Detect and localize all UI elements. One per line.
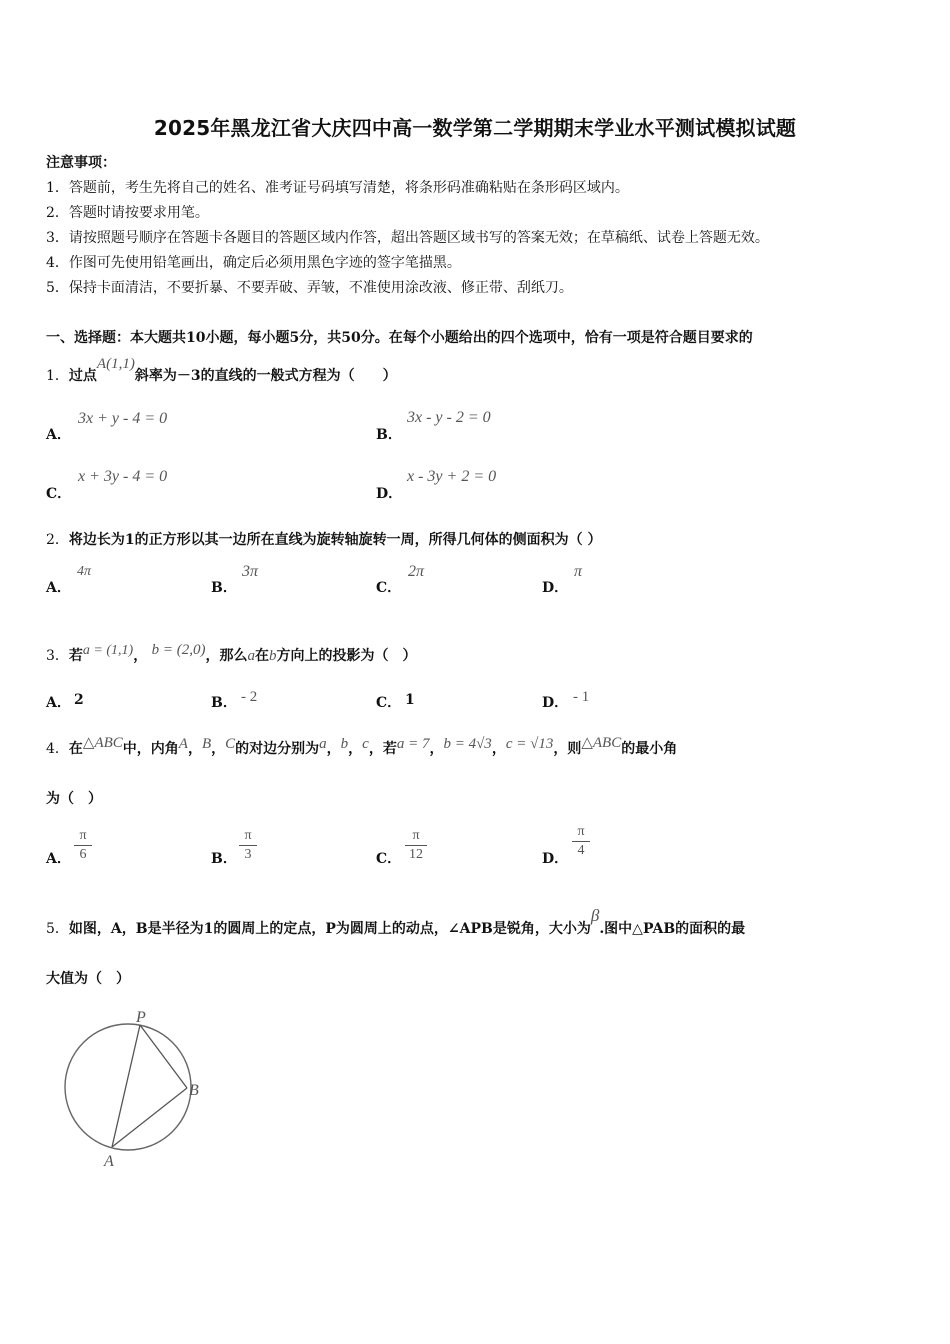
notice-heading: 注意事项：	[46, 155, 116, 171]
option-label-c[interactable]: C．	[376, 695, 402, 711]
option-d-math: π	[574, 563, 583, 580]
option-c-value: 1	[405, 692, 415, 708]
option-label-a[interactable]: A．	[46, 695, 71, 711]
circle-figure	[55, 1005, 215, 1175]
fraction-bar	[74, 845, 92, 846]
fraction-bar	[405, 845, 427, 846]
a-symbol: a	[247, 648, 256, 664]
question-text: ，	[187, 741, 202, 757]
option-b-value: - 2	[241, 689, 258, 705]
option-label-c[interactable]: C．	[376, 580, 402, 596]
question-text: 的最小角	[621, 741, 678, 757]
option-a-math: 4π	[77, 564, 92, 579]
question-text: 在	[68, 741, 83, 757]
question-text: 在	[255, 648, 270, 664]
option-d-math: x - 3y + 2 = 0	[407, 468, 497, 485]
option-d-fraction	[572, 824, 590, 859]
option-b-fraction	[239, 828, 257, 863]
option-label-d[interactable]: D．	[542, 851, 569, 867]
option-label-b[interactable]: B．	[211, 851, 237, 867]
option-c-fraction	[405, 828, 427, 863]
option-label-b[interactable]: B．	[376, 427, 402, 443]
fraction-numerator: π	[412, 828, 420, 843]
side-b-symbol: b	[340, 736, 349, 752]
triangle-abc-math: △ABC	[581, 735, 622, 751]
side-a-symbol: a	[319, 736, 327, 752]
option-a-math: 3x + y - 4 = 0	[78, 410, 168, 427]
point-a-math: A(1,1)	[96, 356, 135, 372]
notice-item: 1．答题前，考生先将自己的姓名、准考证号码填写清楚，将条形码准确粘贴在条形码区域内。	[46, 180, 629, 196]
fraction-denominator: 6	[79, 847, 87, 862]
option-label-c[interactable]: C．	[46, 486, 72, 502]
question-text: ，若	[368, 741, 397, 757]
question-3	[46, 642, 417, 665]
question-text: 中，内角	[122, 741, 179, 757]
angle-a-symbol: A	[178, 736, 188, 752]
question-text: ，那么	[205, 648, 248, 664]
question-text: 若	[68, 648, 83, 664]
notice-item: 2．答题时请按要求用笔。	[46, 205, 209, 221]
question-text: ，	[429, 741, 444, 757]
question-number: 3．	[46, 648, 69, 664]
b-symbol: b	[269, 648, 277, 664]
question-1	[46, 356, 397, 385]
fraction-numerator: π	[244, 828, 252, 843]
section-heading: 一、选择题：本大题共10小题，每小题5分，共50分。在每个小题给出的四个选项中，恰有一项是符合题目要求的	[46, 330, 753, 346]
vector-a-math: a = (1,1)	[82, 643, 134, 658]
question-number: 5．	[46, 921, 69, 937]
fraction-numerator: π	[577, 824, 585, 839]
option-a-fraction	[74, 828, 92, 863]
angle-b-symbol: B	[201, 736, 212, 752]
fraction-bar	[572, 841, 590, 842]
option-label-c[interactable]: C．	[376, 851, 402, 867]
option-label-b[interactable]: B．	[211, 695, 237, 711]
question-text: 的对边分别为	[235, 741, 320, 757]
question-2	[46, 529, 602, 549]
beta-symbol: β	[590, 906, 600, 925]
option-b-math: 3π	[242, 563, 259, 580]
option-c-math: 2π	[408, 563, 425, 580]
fraction-denominator: 3	[244, 847, 252, 862]
label-a: A	[104, 1153, 114, 1170]
fraction-numerator: π	[79, 828, 87, 843]
fraction-denominator: 12	[409, 847, 423, 862]
option-label-a[interactable]: A．	[46, 427, 71, 443]
question-number: 2．	[46, 532, 69, 548]
question-text: ，	[211, 741, 226, 757]
label-b: B	[189, 1082, 199, 1099]
question-text: 如图，A，B是半径为1的圆周上的定点，P为圆周上的动点，∠APB是锐角，大小为	[68, 921, 591, 937]
question-text: 将边长为1的正方形以其一边所在直线为旋转轴旋转一周，所得几何体的侧面积为（ ）	[68, 532, 602, 548]
option-label-b[interactable]: B．	[211, 580, 237, 596]
triangle-abc-math: △ABC	[82, 735, 123, 751]
question-text: 斜率为－3的直线的一般式方程为（ ）	[134, 368, 397, 384]
option-a-value: 2	[74, 692, 84, 708]
notice-item: 5．保持卡面清洁，不要折暴、不要弄破、弄皱，不准使用涂改液、修正带、刮纸刀。	[46, 280, 573, 296]
question-text: 过点	[68, 368, 97, 384]
option-label-d[interactable]: D．	[542, 695, 569, 711]
side-c-symbol: c	[362, 736, 369, 752]
question-number: 1．	[46, 368, 69, 384]
option-c-math: x + 3y - 4 = 0	[78, 468, 168, 485]
option-b-math: 3x - y - 2 = 0	[407, 409, 491, 426]
circle	[65, 1024, 191, 1150]
question-text: 为（ ）	[46, 791, 102, 807]
label-p: P	[136, 1009, 146, 1026]
notice-item: 4．作图可先使用铅笔画出，确定后必须用黑色字迹的签字笔描黑。	[46, 255, 461, 271]
page-title: 2025年黑龙江省大庆四中高一数学第二学期期末学业水平测试模拟试题	[153, 116, 797, 140]
question-text: 大值为（ ）	[46, 971, 130, 987]
side-a-value: a = 7	[396, 736, 430, 752]
question-4	[46, 735, 678, 758]
fraction-bar	[239, 845, 257, 846]
vector-b-math: b = (2,0)	[151, 642, 206, 658]
option-label-a[interactable]: A．	[46, 851, 71, 867]
question-text: ，则	[553, 741, 582, 757]
side-c-value: c = √13	[505, 736, 554, 752]
question-text: ，	[491, 741, 506, 757]
option-label-a[interactable]: A．	[46, 580, 71, 596]
fraction-denominator: 4	[577, 843, 585, 858]
question-text: ，	[326, 741, 341, 757]
angle-c-symbol: C	[225, 736, 236, 752]
question-text: ，	[348, 741, 363, 757]
option-d-value: - 1	[573, 689, 590, 705]
option-label-d[interactable]: D．	[376, 486, 403, 502]
question-5	[46, 906, 746, 938]
question-number: 4．	[46, 741, 69, 757]
question-text: .图中△PAB的面积的最	[599, 921, 746, 937]
question-text: ，	[133, 648, 148, 664]
option-label-d[interactable]: D．	[542, 580, 569, 596]
side-b-value: b = 4√3	[443, 736, 492, 752]
notice-item: 3．请按照题号顺序在答题卡各题目的答题区域内作答，超出答题区域书写的答案无效；在草稿纸、试卷上答题无效。	[46, 230, 769, 246]
question-text: 方向上的投影为（ ）	[276, 648, 417, 664]
